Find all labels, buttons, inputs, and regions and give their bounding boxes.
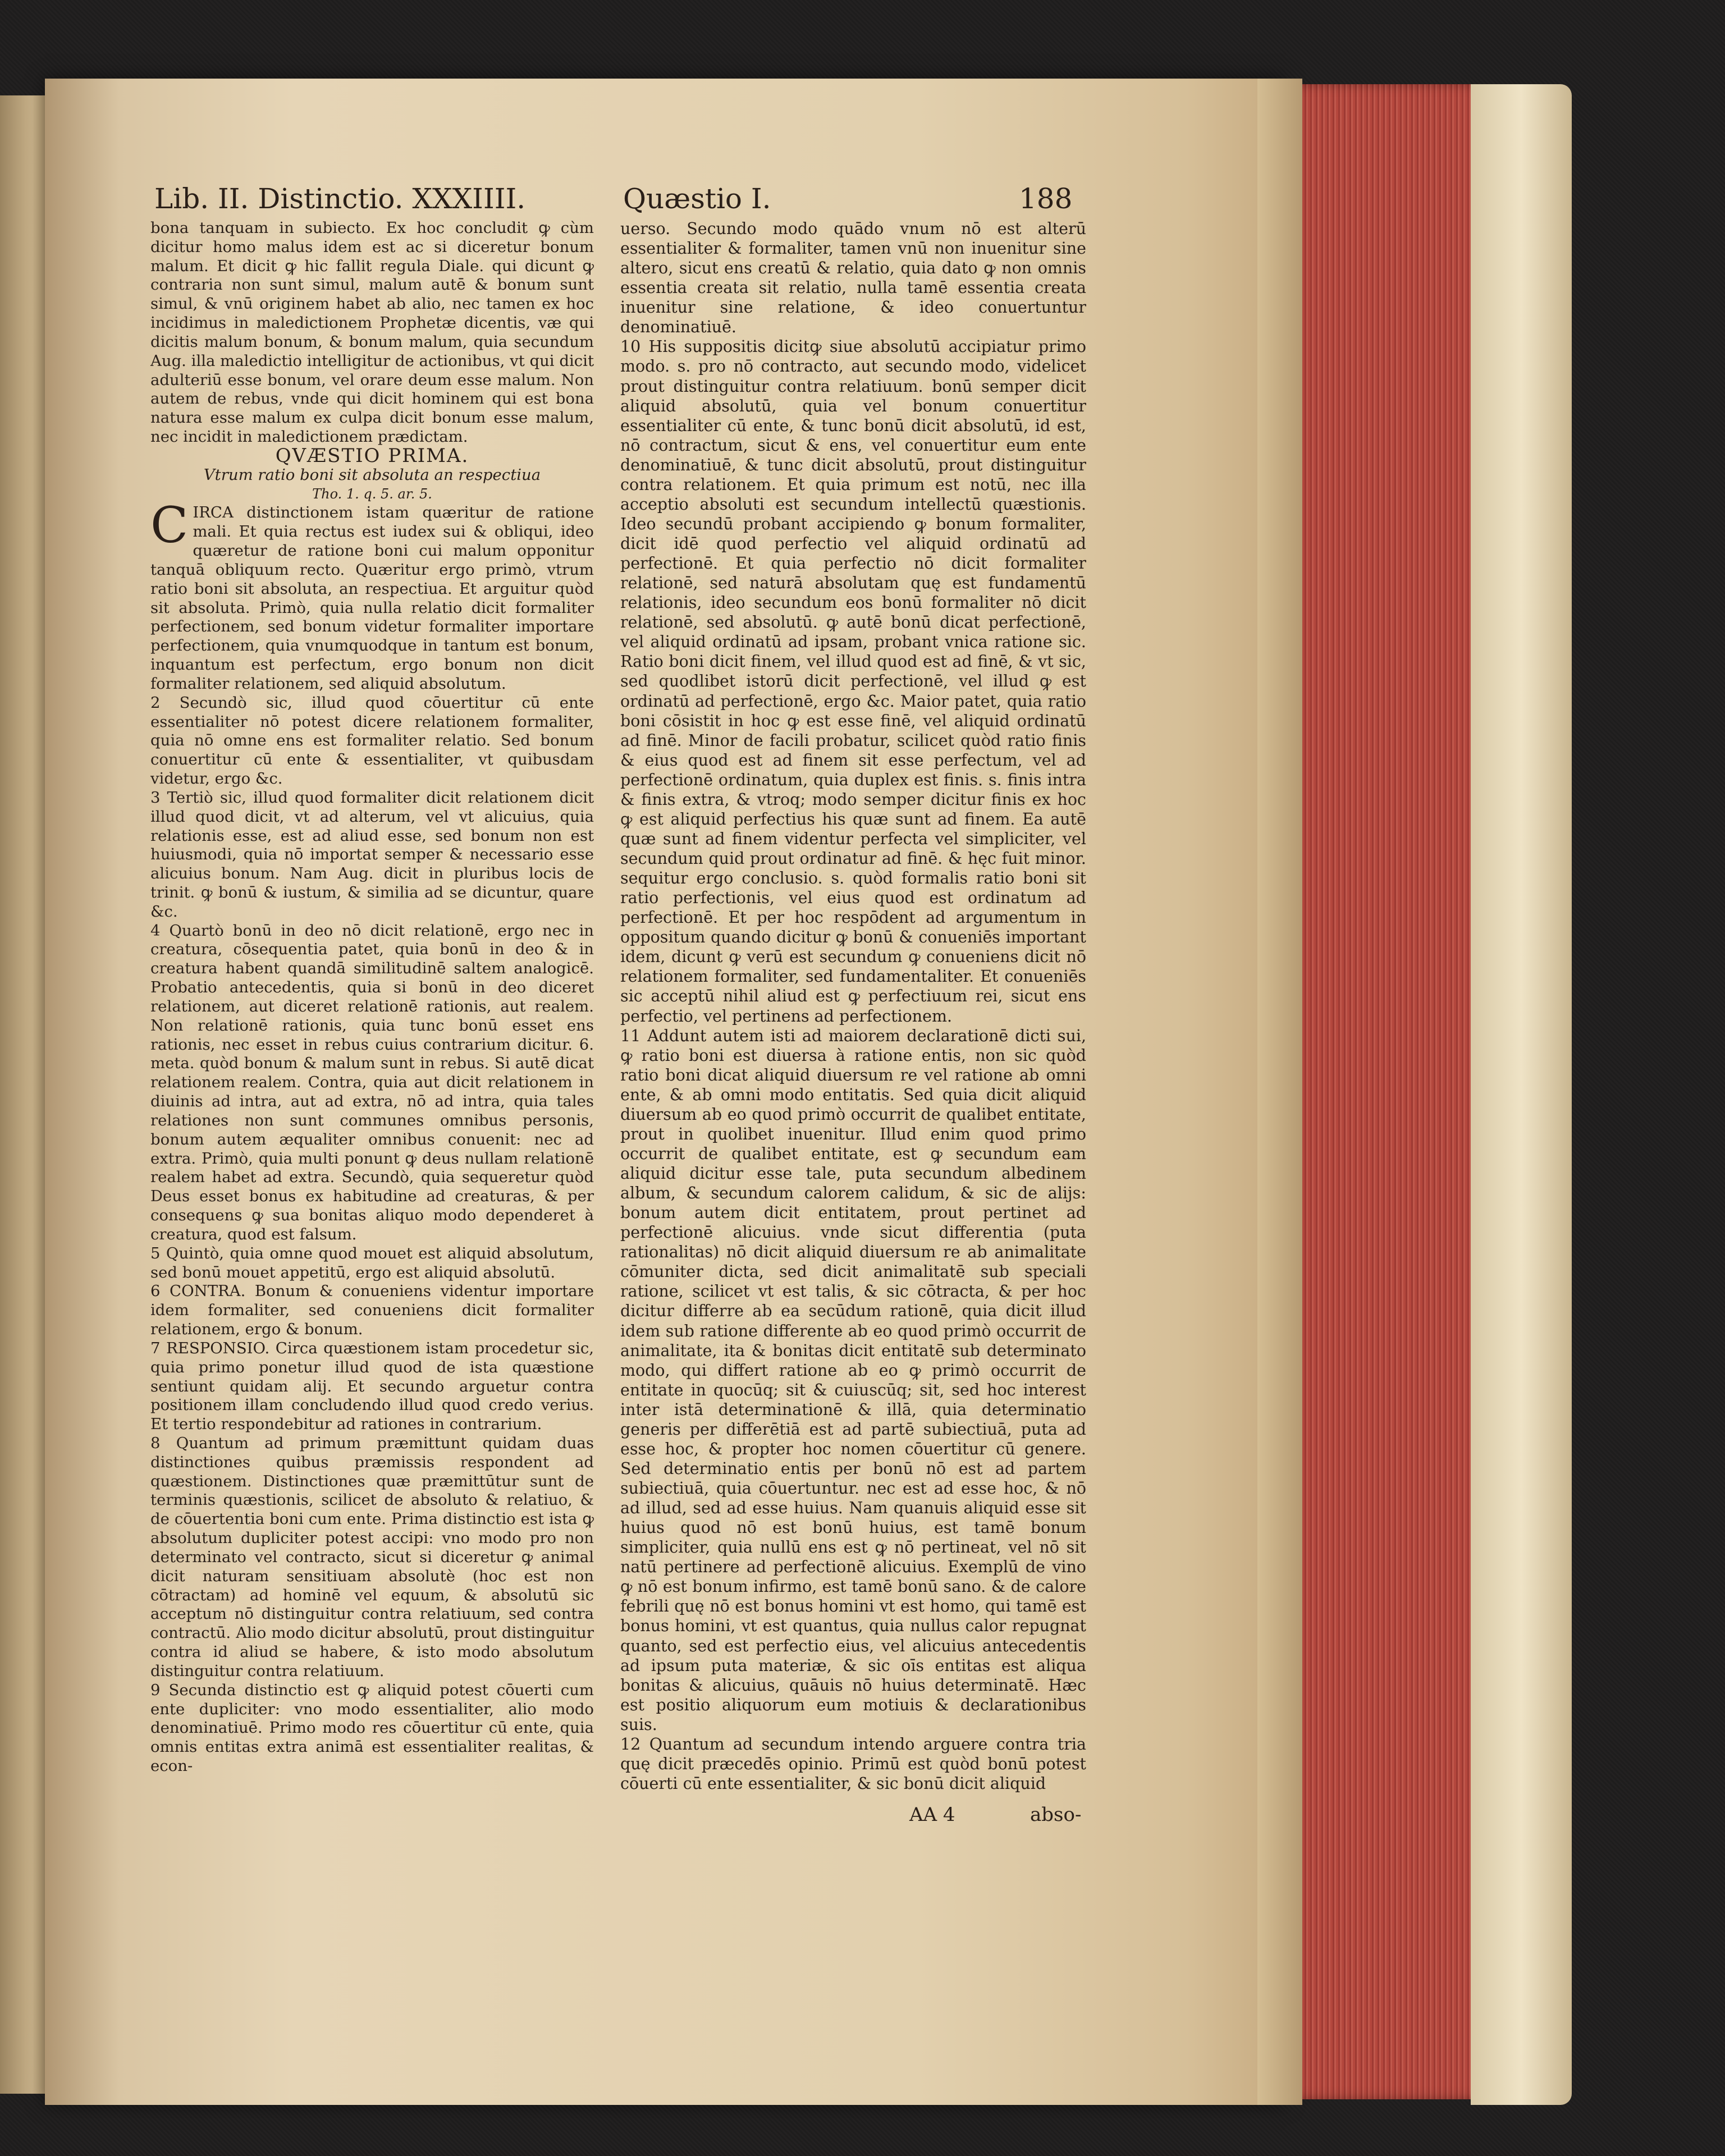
quaestio-subtitle: Vtrum ratio boni sit absoluta an respectiua [203, 465, 541, 484]
left-column [150, 219, 594, 1776]
drop-cap: C [150, 496, 189, 555]
header-left: Lib. II. Distinctio. XXXIIII. [154, 182, 526, 215]
quaestio-title: QVÆSTIO PRIMA. [275, 444, 469, 467]
paragraph-7-responsio: 7 RESPONSIO. Circa quæstionem istam procedetur sic, quia primo ponetur illud quod de ista quæstione sentiunt quidam alij. Et secundo arguetur contra positionem illam concludendo illud quod credo verius. Et tertio respondebitur ad rationes in contrarium. [150, 1339, 594, 1434]
page-number: 188 [1019, 182, 1073, 215]
page-fore-edge [1257, 79, 1302, 2105]
paragraph-6-contra: 6 CONTRA. Bonum & conueniens videntur importare idem formaliter, sed conueniens dicit formaliter relationem, ergo & bonum. [150, 1282, 594, 1339]
opening-text: IRCA distinctionem istam quæritur de ratione mali. Et quia rectus est iudex sui & obliqui, ideo quæretur de ratione boni cui malum opponitur tanquā obliquum recto. Quæritur ergo primò, vtrum ratio boni sit absoluta, an respectiua. Et arguitur quòd sit absoluta. Primò, quia nulla relatio dicit formaliter perfectionem, sed bonum videtur formaliter importare perfectionem, quia vnumquodque in tantum est bonum, inquantum est perfectum, ergo bonum non dicit formaliter relationem, sed aliquid absolutum. [150, 503, 594, 693]
paragraph-9: 9 Secunda distinctio est ꝙ aliquid potest cōuerti cum ente dupliciter: vno modo essentialiter, alio modo denominatiuē. Primo modo res cōuertitur cū ente, quia omnis entitas extra animā est essentialiter realitas, & econ- [150, 1681, 594, 1775]
opening-paragraph [150, 496, 594, 693]
paragraph-2: 2 Secundò sic, illud quod cōuertitur cū ente essentialiter nō potest dicere relationem formaliter, quia nō omne ens est formaliter relatio. Sed bonum conuertitur cū ente & essentialiter, vt quibusdam videtur, ergo &c. [150, 693, 594, 788]
signature-mark: AA 4 [909, 1803, 955, 1826]
paragraph-5: 5 Quintò, quia omne quod mouet est aliquid absolutum, sed bonū mouet appetitū, ergo est aliquid absolutū. [150, 1244, 594, 1281]
left-intro-paragraph: bona tanquam in subiecto. Ex hoc concludit ꝙ cùm dicitur homo malus idem est ac si diceretur bonum malum. Et dicit ꝙ hic fallit regula Diale. qui dicunt ꝙ contraria non sunt simul, malum autē & bonum sunt simul, & vnū originem habet ab alio, nec tamen ex hoc incidimus in maledictionem Prophetæ dicentis, væ qui dicitis malum bonum, & bonum malum, quia secundum Aug. illa maledictio intelligitur de actionibus, vt qui dicit adulteriū esse bonum, vel orare deum esse malum. Non autem de rebus, vnde qui dicit hominem qui est bona natura esse malum ex culpa dicit bonum esse malum, nec incidit in maledictionem prædictam. [150, 219, 594, 446]
paragraph-10: 10 His suppositis dicitꝙ siue absolutū accipiatur primo modo. s. pro nō contracto, aut secundo modo, videlicet prout distinguitur contra relatiuum. bonū semper dicit aliquid absolutū, quia vel bonum conuertitur essentialiter cū ente, & tunc bonū dicit absolutū, id est, nō contractum, sicut & ens, vel conuertitur eum ente denominatiuē, & tunc dicit absolutū, prout distinguitur contra relationem. Et quia primum est notū, nec illa acceptio absoluti est secundum intellectū quæstionis. Ideo secundū probant accipiendo ꝙ bonum formaliter, dicit idē quod perfectio vel aliquid ordinatū ad perfectionē. Et quia perfectio nō dicit formaliter relationē, sed naturā absolutam quę est fundamentū relationis, ideo secundum eos bonū formaliter nō dicit relationē, sed absolutū. ꝙ autē bonū dicat perfectionē, vel aliquid ordinatū ad ipsam, probant vnica ratione sic. Ratio boni dicit finem, vel illud quod est ad finē, & vt sic, sed quodlibet istorū dicit perfectionē, vel illud ꝙ est ordinatū ad perfectionē, ergo &c. Maior patet, quia ratio boni cōsistit in hoc ꝙ est esse finē, vel aliquid ordinatū ad finē. Minor de facili probatur, scilicet quòd ratio finis & eius quod est ad finem sit esse perfectum, vel ad perfectionē ordinatum, quia duplex est finis. s. finis intra & finis extra, & vtroq; modo semper dicitur finis ex hoc ꝙ est aliquid perfectius his quæ sunt ad finem. Ea autē quæ sunt ad finem videntur perfecta vel simpliciter, vel secundum quid prout ordinatur ad finē. & hęc fuit minor. sequitur ergo conclusio. s. quòd formalis ratio boni sit ratio perfectionis, vel eius quod est ordinatum ad perfectionē. Et per hoc respōdent ad argumentum in oppositum quando dicitur ꝙ bonū & conueniēs important idem, dicunt ꝙ verū est secundum ꝙ conueniens dicit nō relationem formaliter, sed fundamentaliter. Et conueniēs sic acceptū nihil aliud est ꝙ perfectiuum rei, sicut ens perfectio, vel pertinens ad perfectionem. [620, 337, 1086, 1026]
header-center: Quæstio I. [623, 182, 771, 215]
paragraph-3: 3 Tertiò sic, illud quod formaliter dicit relationem dicit illud quod dicit, vt ad alterum, vel vt alicuius, quia relationis esse, est ad aliud esse, sed bonum non est huiusmodi, quia nō importat semper & necessario esse alicuius bonum. Nam Aug. dicit in pluribus locis de trinit. ꝙ bonū & iustum, & similia ad se dicuntur, quare &c. [150, 788, 594, 921]
red-page-block-edge [1285, 84, 1488, 2099]
paragraph-11: 11 Addunt autem isti ad maiorem declarationē dicti sui, ꝙ ratio boni est diuersa à ratione entis, non sic quòd ratio boni dicat aliquid diuersum re vel ratione ab omni ente, & ab omni modo entitatis. Sed quia dicit aliquid diuersum ab eo quod primò occurrit de qualibet entitate, prout in quolibet inuenitur. Illud enim quod primo occurrit de qualibet entitate, est ꝙ secundum eam aliquid dicitur esse tale, puta secundum albedinem album, & secundum calorem calidum, & sic de alijs: bonum autem dicit entitatem, prout pertinet ad perfectionē alicuius. vnde sicut differentia (puta rationalitas) nō dicit aliquid diuersum re ab animalitate cōmuniter dicta, sed dicit animalitatē sub speciali ratione, scilicet vt est talis, & sic cōtracta, & per hoc dicitur differre ab ea secūdum rationē, quia dicit illud idem sub ratione differente ab eo quod primò occurrit de animalitate, ita & bonitas dicit entitatē sub determinato modo, qui differt ratione ab eo ꝙ primò occurrit de entitate in quocūq; sit & cuiuscūq; sit, sed hoc interest inter istā determinationē & illā, quia determinatio generis per differētiā est ad partē subiectiuā, puta ad esse hoc, & propter hoc nomen cōuertitur cū genere. Sed determinatio entis per bonū nō est ad partem subiectiuā, quia cōuertuntur. nec est ad esse hoc, & nō ad illud, sed ad esse huius. Nam quanuis aliquid esse sit huius quod nō est bonū huius, est tamē bonum simpliciter, quia nullū ens est ꝙ nō pertineat, vel nō sit natū pertinere ad perfectionē alicuius. Exemplū de vino ꝙ nō est bonum infirmo, est tamē bonū sano. & de calore febrili quę nō est bonus homini vt est homo, qui tamē est bonus homini, vt est quantus, quia nullus calor repugnat quanto, sed est perfectio eius, vel alicuius antecedentis ad ipsum puta materiæ, & sic oīs entitas est aliqua bonitas & alicuius, quāuis nō huius determinatē. Hæc est positio aliquorum eum motiuis & declarationibus suis. [620, 1026, 1086, 1734]
right-continuation-paragraph: uerso. Secundo modo quādo vnum nō est alterū essentialiter & formaliter, tamen vnū non inuenitur sine altero, sicut ens creatū & relatio, quia dato ꝙ non omnis essentia creata sit relatio, nulla tamē essentia creata inuenitur sine relatione, & ideo conuertuntur denominatiuē. [620, 219, 1086, 337]
quaestio-reference: Tho. 1. q. 5. ar. 5. [312, 486, 432, 502]
paragraph-4: 4 Quartò bonū in deo nō dicit relationē, ergo nec in creatura, cōsequentia patet, quia bonū in deo & in creatura habent quandā similitudinē saltem analogicē. Probatio antecedentis, quia si bonū in deo diceret relationem, aut diceret relationē rationis, aut realem. Non relationē rationis, quia tunc bonū esset ens rationis, nec esset in rebus cuius contrarium dicitur. 6. meta. quòd bonum & malum sunt in rebus. Si autē dicat relationem realem. Contra, quia aut dicit relationem in diuinis ad intra, aut ad extra, nō ad intra, quia tales relationes non sunt communes omnibus personis, bonum autem æqualiter omnibus conuenit: nec ad extra. Primò, quia multi ponunt ꝙ deus nullam relationē realem habet ad extra. Secundò, quia sequeretur quòd Deus esset bonus ex habitudine ad creaturas, & per consequens ꝙ sua bonitas aliquo modo dependeret à creatura, quod est falsum. [150, 921, 594, 1243]
page-footer [909, 1803, 1095, 1832]
paragraph-8: 8 Quantum ad primum præmittunt quidam duas distinctiones quibus præmissis respondent ad quæstionem. Distinctiones quæ præmittūtur sunt de terminis quæstionis, scilicet de absoluto & relatiuo, & de cōuertentia boni cum ente. Prima distinctio est ista ꝙ absolutum dupliciter potest accipi: vno modo pro non determinato vel contracto, sicut si diceretur ꝙ animal dicit naturam sensitiuam absolutè (hoc est non cōtractam) ad hominē vel equum, & absolutū sic acceptum nō distinguitur contra relatiuum, sed contra contractū. Alio modo dicitur absolutū, prout distinguitur contra id aliud se habere, & isto modo absolutum distinguitur contra relatiuum. [150, 1434, 594, 1680]
right-column [620, 219, 1086, 1793]
paragraph-12: 12 Quantum ad secundum intendo arguere contra tria quę dicit præcedēs opinio. Primū est quòd bonū potest cōuerti cū ente essentialiter, & sic bonū dicit aliquid [620, 1734, 1086, 1793]
catchword: abso- [1030, 1803, 1082, 1826]
vellum-cover [1471, 84, 1572, 2105]
